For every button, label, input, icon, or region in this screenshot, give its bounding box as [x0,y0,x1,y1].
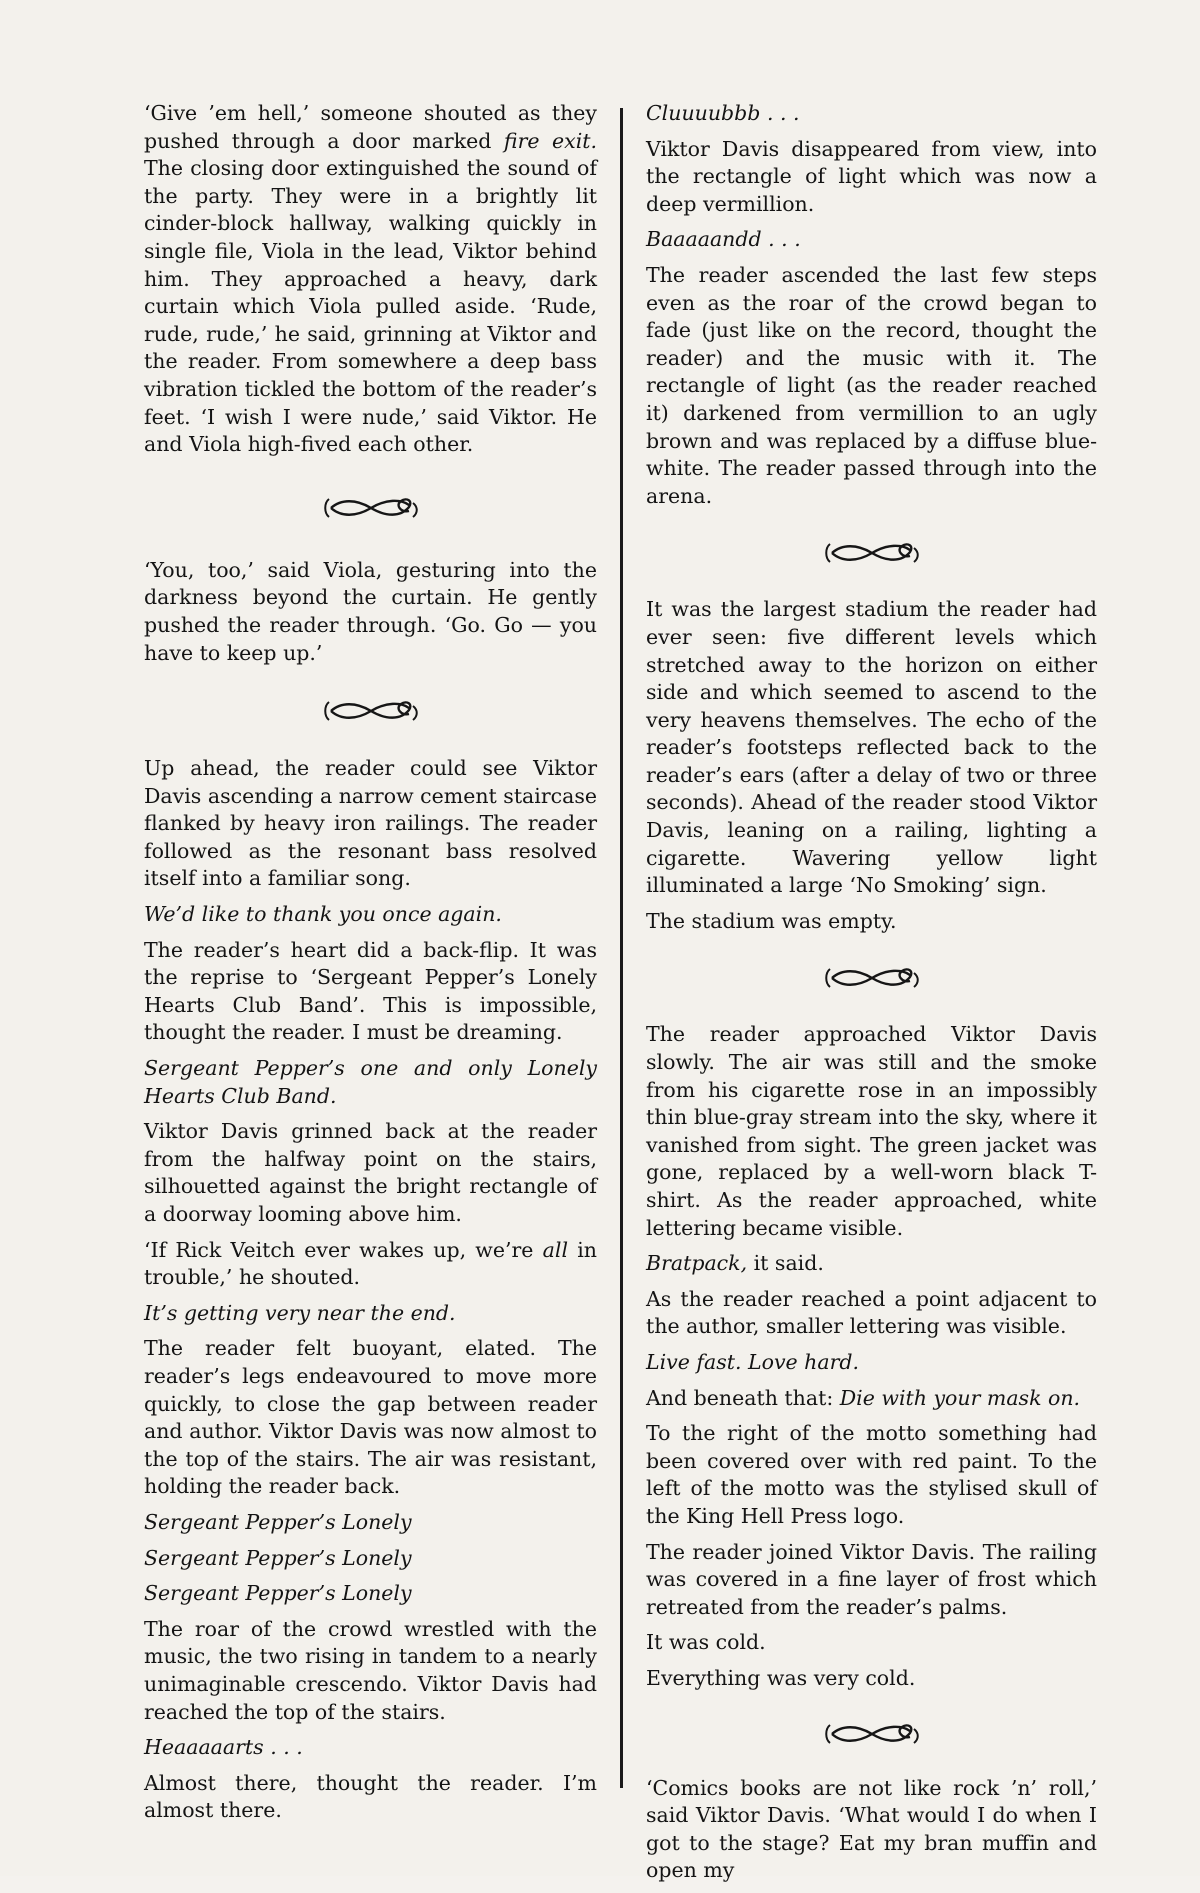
paragraph: Everything was very cold. [646,1665,916,1690]
paragraph: Up ahead, the reader could see Viktor Davis ascending a narrow cement staircase flanked by heavy iron railings. The reader followed as the resonant bass resolved itself into a familiar song. [144,756,597,891]
section-divider [646,510,1097,596]
scroll-flourish-icon [321,493,421,523]
paragraph: ‘Comics books are not like rock ’n’ roll,’ said Viktor Davis. ‘What would I do when I got to the stage? Eat my bran muffin and open my [646,1775,1097,1883]
lyric-line: Baaaaandd . . . [646,227,801,252]
scroll-flourish-icon [822,538,922,568]
paragraph: The roar of the crowd wrestled with the music, the two rising in tandem to a nearly unimaginable crescendo. Viktor Davis had reached the top of the stairs. [144,1616,597,1724]
lyric-line: Heaaaaarts . . . [144,1735,303,1760]
scroll-flourish-icon [822,1719,922,1749]
paragraph: Almost there, thought the reader. I’m almost there. [144,1770,597,1823]
right-column [646,100,1097,1893]
section-divider [144,459,597,557]
paragraph: As the reader reached a point adjacent to the author, smaller lettering was visible. [646,1286,1097,1339]
section-divider [144,667,597,755]
section-divider [646,1693,1097,1775]
lyric-line: It’s getting very near the end. [144,1300,456,1325]
lyric-line: Cluuuubbb . . . [646,101,800,125]
paragraph: To the right of the motto something had been covered over with red paint. To the left of the motto was the stylised skull of the King Hell Press logo. [646,1421,1097,1528]
lyric-line: Sergeant Pepper’s one and only Lonely Hearts Club Band. [144,1056,597,1108]
scroll-flourish-icon [822,963,922,993]
lyric-line: We’d like to thank you once again. [144,902,502,927]
paragraph: The reader joined Viktor Davis. The railing was covered in a fine layer of frost which retreated from the reader’s palms. [646,1539,1097,1619]
left-column [144,100,597,1833]
paragraph: The stadium was empty. [646,908,897,933]
paragraph: ‘Give ’em hell,’ someone shouted as they pushed through a door marked fire exit. The closing door extinguished the sound of the party. They were in a brightly lit cinder-block hallway, walking quickly in single file, Viola in the lead, Viktor behind him. They approached a heavy, dark curtain which Viola pulled aside. ‘Rude, rude, rude,’ he said, grinning at Viktor and the reader. From somewhere a deep bass vibration tickled the bottom of the reader’s feet. ‘I wish I were nude,’ said Viktor. He and Viola high-fived each other. [144,101,597,457]
paragraph: The reader ascended the last few steps even as the roar of the crowd began to fade (just like on the record, thought the reader) and the music with it. The rectangle of light (as the reader reached it) darkened from vermillion to an ugly brown and was replaced by a diffuse blue-white. The reader passed through into the arena. [646,262,1097,508]
paragraph: And beneath that: Die with your mask on. [646,1385,1081,1410]
lyric-line: Sergeant Pepper’s Lonely [144,1581,412,1606]
column-rule [620,108,623,1788]
paragraph: Viktor Davis grinned back at the reader from the halfway point on the stairs, silhouetted against the bright rectangle of a doorway looming above him. [144,1119,597,1226]
paragraph: Bratpack, it said. [646,1251,824,1276]
paragraph: The reader approached Viktor Davis slowly. The air was still and the smoke from his cigarette rose in an impossibly thin blue-gray stream into the sky, where it vanished from sight. The green jacket was gone, replaced by a well-worn black T-shirt. As the reader approached, white lettering became visible. [646,1022,1097,1240]
paragraph: Viktor Davis disappeared from view, into the rectangle of light which was now a deep vermillion. [646,136,1097,216]
lyric-line: Sergeant Pepper’s Lonely [144,1545,412,1570]
paragraph: It was the largest stadium the reader had ever seen: five different levels which stretched away to the horizon on either side and which seemed to ascend to the very heavens themselves. The echo of the reader’s footsteps reflected back to the reader’s ears (after a delay of two or three seconds). Ahead of the reader stood Viktor Davis, leaning on a railing, lighting a cigarette. Wavering yellow light illuminated a large ‘No Smoking’ sign. [646,597,1097,898]
paragraph: It was cold. [646,1630,766,1655]
paragraph: ‘If Rick Veitch ever wakes up, we’re all in trouble,’ he shouted. [144,1237,598,1290]
motto-line: Live fast. Love hard. [646,1349,860,1374]
paragraph: The reader felt buoyant, elated. The reader’s legs endeavoured to move more quickly, to close the gap between reader and author. Viktor Davis was now almost to the top of the stairs. The air was resistant, holding the reader back. [144,1336,597,1499]
paragraph: The reader’s heart did a back-flip. It was the reprise to ‘Sergeant Pepper’s Lonely Hearts Club Band’. This is impossible, thought the reader. I must be dreaming. [144,937,597,1045]
paragraph: ‘You, too,’ said Viola, gesturing into the darkness beyond the curtain. He gently pushed the reader through. ‘Go. Go — you have to keep up.’ [144,557,597,665]
lyric-line: Sergeant Pepper’s Lonely [144,1509,412,1534]
scroll-flourish-icon [321,696,421,726]
section-divider [646,935,1097,1021]
